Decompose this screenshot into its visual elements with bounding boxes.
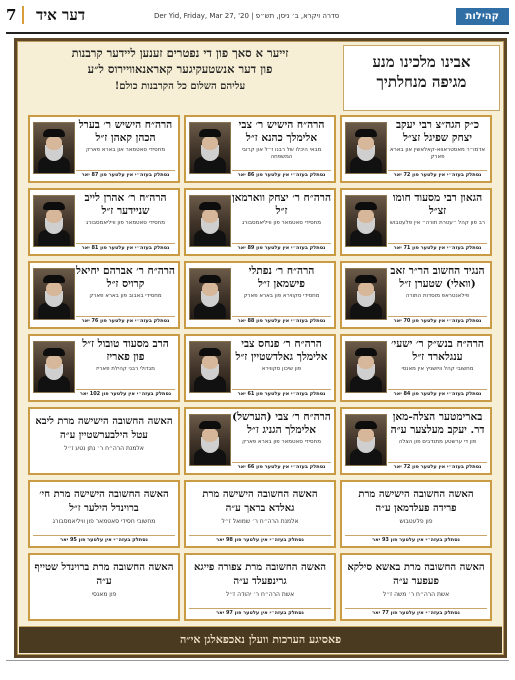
deceased-name: האשה החשובה הישישה מרת גאלדא בראך ע״ה (202, 489, 318, 514)
deceased-description: מגדולי רבני קהילת פאריז (96, 366, 155, 372)
portrait-photo (345, 414, 387, 466)
obituary-info (189, 557, 331, 617)
portrait-face (46, 282, 62, 296)
age-line: נסתלק בעזה״י אין עלטער פון 102 יאר (76, 389, 175, 397)
obituary-info (76, 265, 175, 325)
deceased-name: הרה״ח בנש״ק ר׳ ישעי׳ ענגלארד ז״ל (391, 338, 484, 363)
portrait-photo (33, 195, 75, 247)
portrait-hat (355, 202, 377, 210)
portrait-hat (355, 129, 377, 137)
deceased-description: פון שיכון סקווירא (261, 366, 302, 372)
portrait-photo (189, 341, 231, 393)
obituary-info (33, 411, 175, 471)
portrait-face (202, 282, 218, 296)
portrait-face (46, 209, 62, 223)
obituary-info (388, 192, 487, 252)
obituary-info (232, 265, 331, 325)
obituary-info (388, 119, 487, 179)
portrait-photo (189, 122, 231, 174)
age-line: נסתלק בעזה״י אין עלטער פון 77 יאר (345, 608, 487, 616)
age-line: נסתלק בעזה״י אין עלטער פון 66 יאר (232, 462, 331, 470)
portrait-hat (355, 421, 377, 429)
obituary-cell (340, 407, 492, 475)
deceased-name: האשה החשובה מרת צפורה פייגא גרינפעלד ע״ה (193, 562, 327, 587)
obituary-cell (340, 261, 492, 329)
deceased-name: הרה״ח ר׳ פנחס צבי אלימלך גאלדשטיין ז״ל (235, 338, 328, 363)
portrait-face (46, 355, 62, 369)
age-line: נסתלק בעזה״י אין עלטער פון 61 יאר (232, 389, 331, 397)
portrait-photo (189, 195, 231, 247)
age-line: נסתלק בעזה״י אין עלטער פון 72 יאר (388, 170, 487, 178)
subtitle-line-1: זייער א סאך פון די נפטרים זענען ליידער קרבנות (71, 46, 289, 60)
obituary-info (232, 338, 331, 398)
age-line: נסתלק בעזה״י אין עלטער פון 87 יאר (76, 170, 175, 178)
age-line: נסתלק בעזה״י אין עלטער פון 97 יאר (189, 608, 331, 616)
age-line: נסתלק בעזה״י אין עלטער פון 76 יאר (76, 316, 175, 324)
deceased-description: מחשובי חסידי סאטמאר פון וויליאמסבורג (52, 518, 156, 525)
page-number: 7 (6, 6, 24, 24)
age-line: נסתלק בעזה״י אין עלטער פון 88 יאר (232, 316, 331, 324)
deceased-name: הרה״ח הישיש ר׳ בערל הכהן קאהן ז״ל (78, 119, 173, 144)
deceased-name: כ״ק הגה״צ רבי יעקב יצחק שפיגל זצ״ל (395, 119, 480, 144)
deceased-name: הרה״ח ר׳ נפתלי פישמאן ז״ל (248, 265, 315, 290)
obituary-cell (28, 334, 180, 402)
portrait-hat (43, 129, 65, 137)
obituary-cell (340, 188, 492, 256)
age-line: נסתלק בעזה״י אין עלטער פון 81 יאר (76, 243, 175, 251)
deceased-description: מחסידי סאטמאר און בארא פארק (85, 147, 166, 153)
deceased-description: פון די ערשטע מתנדבים פון הצלה (398, 439, 477, 445)
portrait-hat (355, 275, 377, 283)
memorial-card (14, 38, 507, 658)
portrait-hat (199, 348, 221, 356)
portrait-photo (33, 122, 75, 174)
obituary-info (33, 557, 175, 617)
portrait-face (202, 209, 218, 223)
obituary-cell (340, 553, 492, 621)
deceased-name: הרה״ח ר׳ אברהם יחיאל קרויס ז״ל (76, 265, 175, 290)
portrait-face (358, 136, 374, 150)
deceased-name: בארימטער הצלה-מאן דר. יעקב מעלצער ע״ה (390, 411, 485, 436)
obituary-cell (28, 553, 180, 621)
title-line-2: מגיפה מנחלתיך (376, 73, 467, 91)
portrait-face (202, 355, 218, 369)
age-line: נסתלק בעזה״י אין עלטער פון 86 יאר (232, 170, 331, 178)
age-line: נסתלק בעזה״י אין עלטער פון 84 יאר (388, 389, 487, 397)
obituary-info (76, 119, 175, 179)
deceased-name: הרה״ח ר׳ יצחק ווארמאן ז״ל (232, 192, 331, 217)
age-line: נסתלק בעזה״י אין עלטער פון 98 יאר (189, 535, 331, 543)
deceased-description: מחסידי סאטמאר פון בארא פארק (242, 439, 321, 445)
obituary-cell (340, 334, 492, 402)
obituary-info (232, 119, 331, 179)
paper-name: דער איד (36, 6, 86, 24)
deceased-description: רב פון קהל ״עטרת תורה״ אין פלעטבוש (389, 220, 485, 226)
deceased-description: פילאנטראפ מוסדות התורה (405, 293, 470, 299)
deceased-description: מחשובי קהל וויזשניץ אין מאנסי (401, 366, 474, 372)
date-line: Der Yid, Friday, Mar 27, '20 | סדרה ויקרא, ב׳ ניסן, תש״פ (154, 12, 340, 20)
obituary-cell (28, 407, 180, 475)
obituary-info (76, 338, 175, 398)
obituary-cell (340, 480, 492, 548)
deceased-description: אלמנת הרה״ח ר׳ שמואל ז״ל (221, 518, 299, 525)
deceased-description: מחסידי באבוב פון בארא פארק (89, 293, 162, 299)
portrait-face (46, 136, 62, 150)
portrait-photo (33, 341, 75, 393)
footer-banner: פאסיגע הערכות וועלן נאכפאלגן אי״ה (19, 626, 502, 653)
deceased-name: הרה״ח הישיש ר׳ צבי אלימלך כהנא ז״ל (238, 119, 325, 144)
age-line: נסתלק בעזה״י אין עלטער פון 72 יאר (388, 462, 487, 470)
obituary-cell (340, 115, 492, 183)
obituary-cell (184, 407, 336, 475)
portrait-face (202, 428, 218, 442)
obituary-cell (184, 115, 336, 183)
masthead (6, 6, 509, 34)
age-line: נסתלק בעזה״י אין עלטער פון 93 יאר (345, 535, 487, 543)
age-line: נסתלק בעזה״י אין עלטער פון 70 יאר (388, 316, 487, 324)
portrait-hat (43, 348, 65, 356)
obituary-cell (184, 334, 336, 402)
portrait-photo (345, 268, 387, 320)
portrait-photo (345, 122, 387, 174)
portrait-photo (345, 341, 387, 393)
deceased-name: הרב מסעוד טובול ז״ל פון פאריז (82, 338, 169, 363)
obituary-cell (184, 261, 336, 329)
obituary-info (232, 411, 331, 471)
deceased-description: פון מאנסי (91, 591, 117, 598)
deceased-name: האשה החשובה הישישה מרת חי׳ ברוינדל הילער ז״ל (39, 489, 169, 514)
portrait-hat (43, 202, 65, 210)
deceased-description: אדמו״ר מאסטראווא-קאלאשין און בארא פארק (389, 147, 486, 160)
obituary-info (345, 484, 487, 544)
portrait-face (358, 209, 374, 223)
subtitle-line-3: עליהם השלום כל הקרבנות כולם! (114, 81, 246, 92)
obituary-cell (184, 553, 336, 621)
obituary-info (232, 192, 331, 252)
obituary-info (345, 557, 487, 617)
section-tag[interactable]: קהילות (456, 8, 510, 25)
obituary-info (76, 192, 175, 252)
age-line: נסתלק בעזה״י אין עלטער פון 95 יאר (33, 535, 175, 543)
portrait-face (358, 282, 374, 296)
deceased-name: הרה״ח ר׳ צבי (הערשל) אלימלך הגניג ז״ל (232, 411, 331, 436)
deceased-description: מחסידי סקווירא פון בארא פארק (243, 293, 320, 299)
obituary-info (388, 338, 487, 398)
deceased-name: האשה החשובה מרת ברוינדל שטייף ע״ה (34, 562, 174, 587)
portrait-photo (189, 414, 231, 466)
portrait-hat (199, 275, 221, 283)
deceased-description: מחסידי סאטמאר פון וויליאמסבורג (86, 220, 165, 226)
deceased-description: אלמנת הרה״ח ר׳ נתן נטע ז״ל (64, 445, 144, 452)
portrait-photo (33, 268, 75, 320)
obituary-cell (184, 188, 336, 256)
obituary-info (388, 265, 487, 325)
deceased-description: מחסידי סאטמאר פון וויליאמסבורג (242, 220, 321, 226)
portrait-photo (345, 195, 387, 247)
obituary-info (33, 484, 175, 544)
obituary-info (388, 411, 487, 471)
portrait-photo (189, 268, 231, 320)
obituary-cell (28, 261, 180, 329)
deceased-name: האשה החשובה מרת באשא סילקא פעפער ע״ה (347, 562, 485, 587)
deceased-name: האשה החשובה הישישה מרת פרידה פעלדמאן ע״ה (358, 489, 474, 514)
portrait-face (358, 428, 374, 442)
deceased-name: הנגיד החשוב הר״ר זאב (וואלי) שטערן ז״ל (390, 265, 485, 290)
deceased-description: פון פלעטבוש (399, 518, 433, 525)
deceased-name: הגאון רבי מסעוד חומו זצ״ל (392, 192, 483, 217)
age-line: נסתלק בעזה״י אין עלטער פון 89 יאר (232, 243, 331, 251)
deceased-name: הרה״ח ר׳ אהרן לייב שניידער ז״ל (84, 192, 167, 217)
portrait-face (358, 355, 374, 369)
obituary-info (189, 484, 331, 544)
obituary-cell (28, 115, 180, 183)
portrait-hat (199, 202, 221, 210)
portrait-face (202, 136, 218, 150)
obituary-cell (184, 480, 336, 548)
portrait-hat (43, 275, 65, 283)
deceased-name: האשה החשובה הישישה מרת ליבא עטל הילבערשטיין ע״ה (35, 416, 173, 441)
title-line-1: אבינו מלכינו מנע (372, 53, 471, 71)
deceased-description: אשת הרה״ח ר׳ משה ז״ל (382, 591, 450, 598)
obituary-cell (28, 188, 180, 256)
portrait-hat (199, 421, 221, 429)
subtitle-line-2: פון דער אנשטעקיגער קאראנאוויירוס ל״ע (87, 62, 273, 76)
obituary-cell (28, 480, 180, 548)
divider (6, 660, 509, 661)
deceased-description: אשת הרה״ח ר׳ יהודה ז״ל (225, 591, 295, 598)
portrait-hat (199, 129, 221, 137)
age-line: נסתלק בעזה״י אין עלטער פון 71 יאר (388, 243, 487, 251)
header-subtitle-block (21, 45, 339, 109)
deceased-description: מבאי היכלו של רבנו ז״ל און קרובי המשפחה (241, 147, 322, 160)
portrait-hat (355, 348, 377, 356)
header-title-block (343, 45, 500, 111)
